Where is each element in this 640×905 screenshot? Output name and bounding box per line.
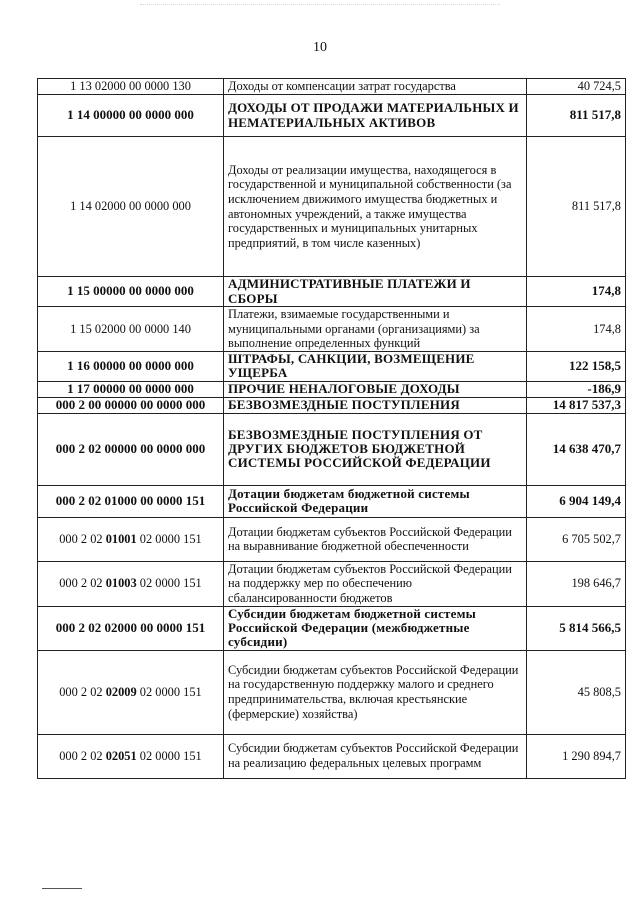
budget-code-highlight: 02051	[105, 748, 137, 763]
amount-cell: 174,8	[527, 277, 626, 307]
page-number: 10	[313, 40, 327, 55]
revenue-table-body	[38, 79, 626, 779]
budget-code-prefix: 000 2 02	[59, 576, 106, 591]
amount-cell: 14 817 537,3	[527, 397, 626, 413]
scan-artifact-marks	[140, 4, 500, 15]
amount-cell: 811 517,8	[527, 95, 626, 137]
item-name-cell: Субсидии бюджетам бюджетной системы Российской Федерации (межбюджетные субсидии)	[224, 606, 527, 650]
budget-code-cell: 1 16 00000 00 0000 000	[38, 351, 224, 381]
revenue-table	[37, 78, 626, 779]
table-row	[38, 95, 626, 137]
table-row	[38, 137, 626, 277]
amount-cell: 6 904 149,4	[527, 485, 626, 517]
amount-cell: 1 290 894,7	[527, 734, 626, 778]
table-row	[38, 307, 626, 352]
table-row	[38, 413, 626, 485]
budget-code-suffix: 02 0000 151	[136, 748, 202, 763]
budget-code-cell	[38, 561, 224, 606]
table-row	[38, 650, 626, 734]
item-name-cell: Дотации бюджетам бюджетной системы Российской Федерации	[224, 485, 527, 517]
budget-code-cell: 000 2 00 00000 00 0000 000	[38, 397, 224, 413]
amount-cell: 198 646,7	[527, 561, 626, 606]
item-name-cell: Дотации бюджетам субъектов Российской Федерации на поддержку мер по обеспечению сбалансированности бюджетов	[224, 561, 527, 606]
budget-code-highlight: 01003	[105, 576, 137, 591]
table-row	[38, 606, 626, 650]
budget-code-cell: 1 14 02000 00 0000 000	[38, 137, 224, 277]
budget-code-cell	[38, 734, 224, 778]
footer-rule	[42, 888, 82, 889]
item-name-cell: Субсидии бюджетам субъектов Российской Федерации на государственную поддержку малого и среднего предпринимательства, включая крестьянские (фермерские) хозяйства)	[224, 650, 527, 734]
item-name-cell: Платежи, взимаемые государственными и муниципальными органами (организациями) за выполнение определенных функций	[224, 307, 527, 352]
item-name-cell: Доходы от реализации имущества, находящегося в государственной и муниципальной собственности (за исключением движимого имущества бюджетных и автономных учреждений, а также имущества государственных и муниципальных унитарных предприятий, в том числе казенных)	[224, 137, 527, 277]
amount-cell: 6 705 502,7	[527, 517, 626, 561]
budget-code-cell: 1 17 00000 00 0000 000	[38, 381, 224, 397]
item-name-cell: Доходы от компенсации затрат государства	[224, 79, 527, 95]
table-row	[38, 734, 626, 778]
table-row	[38, 351, 626, 381]
table-row	[38, 381, 626, 397]
budget-code-cell	[38, 517, 224, 561]
amount-cell: 40 724,5	[527, 79, 626, 95]
item-name-cell: Дотации бюджетам субъектов Российской Федерации на выравнивание бюджетной обеспеченности	[224, 517, 527, 561]
budget-code-cell: 1 15 00000 00 0000 000	[38, 277, 224, 307]
amount-cell: -186,9	[527, 381, 626, 397]
table-row	[38, 485, 626, 517]
budget-code-cell: 1 13 02000 00 0000 130	[38, 79, 224, 95]
amount-cell: 122 158,5	[527, 351, 626, 381]
budget-code-cell: 000 2 02 01000 00 0000 151	[38, 485, 224, 517]
table-row	[38, 277, 626, 307]
amount-cell: 45 808,5	[527, 650, 626, 734]
item-name-cell: БЕЗВОЗМЕЗДНЫЕ ПОСТУПЛЕНИЯ	[224, 397, 527, 413]
budget-code-highlight: 01001	[105, 531, 137, 546]
item-name-cell: БЕЗВОЗМЕЗДНЫЕ ПОСТУПЛЕНИЯ ОТ ДРУГИХ БЮДЖЕТОВ БЮДЖЕТНОЙ СИСТЕМЫ РОССИЙСКОЙ ФЕДЕРАЦИИ	[224, 413, 527, 485]
item-name-cell: ПРОЧИЕ НЕНАЛОГОВЫЕ ДОХОДЫ	[224, 381, 527, 397]
table-row	[38, 561, 626, 606]
table-row	[38, 79, 626, 95]
budget-code-suffix: 02 0000 151	[136, 531, 202, 546]
budget-code-cell: 000 2 02 02000 00 0000 151	[38, 606, 224, 650]
item-name-cell: ШТРАФЫ, САНКЦИИ, ВОЗМЕЩЕНИЕ УЩЕРБА	[224, 351, 527, 381]
budget-code-cell: 000 2 02 00000 00 0000 000	[38, 413, 224, 485]
amount-cell: 174,8	[527, 307, 626, 352]
budget-code-cell	[38, 650, 224, 734]
table-row	[38, 397, 626, 413]
table-row	[38, 517, 626, 561]
item-name-cell: АДМИНИСТРАТИВНЫЕ ПЛАТЕЖИ И СБОРЫ	[224, 277, 527, 307]
budget-code-cell: 1 14 00000 00 0000 000	[38, 95, 224, 137]
budget-code-cell: 1 15 02000 00 0000 140	[38, 307, 224, 352]
item-name-cell: ДОХОДЫ ОТ ПРОДАЖИ МАТЕРИАЛЬНЫХ И НЕМАТЕРИАЛЬНЫХ АКТИВОВ	[224, 95, 527, 137]
budget-code-prefix: 000 2 02	[59, 684, 106, 699]
budget-code-suffix: 02 0000 151	[136, 684, 202, 699]
budget-code-prefix: 000 2 02	[59, 748, 106, 763]
amount-cell: 811 517,8	[527, 137, 626, 277]
budget-code-highlight: 02009	[105, 684, 137, 699]
amount-cell: 14 638 470,7	[527, 413, 626, 485]
item-name-cell: Субсидии бюджетам субъектов Российской Федерации на реализацию федеральных целевых программ	[224, 734, 527, 778]
budget-code-suffix: 02 0000 151	[136, 576, 202, 591]
budget-code-prefix: 000 2 02	[59, 531, 106, 546]
amount-cell: 5 814 566,5	[527, 606, 626, 650]
